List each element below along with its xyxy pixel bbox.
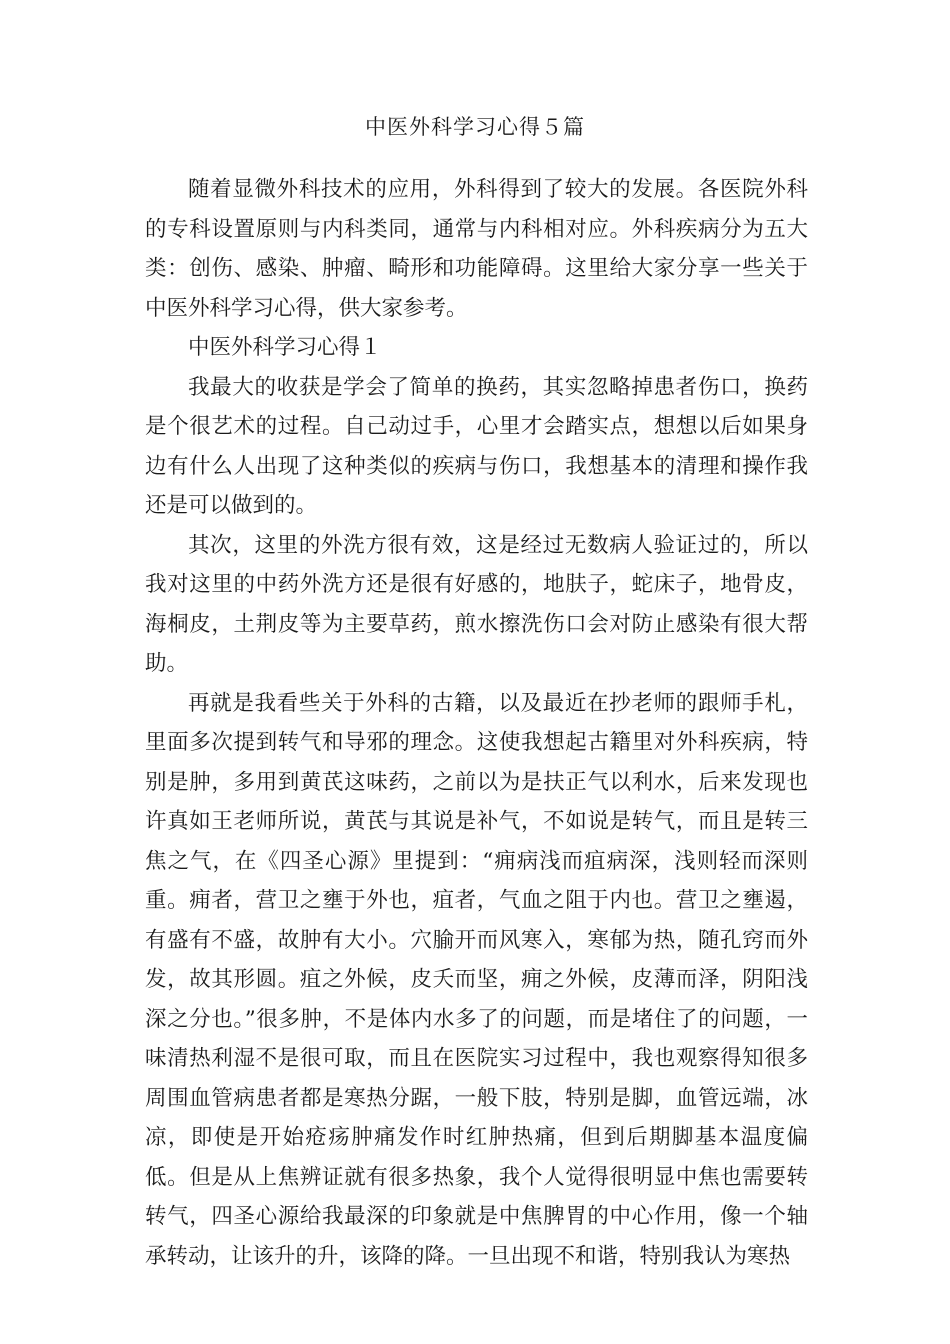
- body-paragraph: 其次，这里的外洗方很有效，这是经过无数病人验证过的，所以我对这里的中药外洗方还是很有好感的，地肤子，蛇床子，地骨皮，海桐皮，土荆皮等为主要草药，煎水擦洗伤口会对防止感染有很大帮助。: [145, 532, 808, 676]
- section-heading: 中医外科学习心得１: [188, 335, 382, 360]
- document-title: 中医外科学习心得５篇: [365, 115, 585, 139]
- document-body: [145, 170, 808, 1276]
- body-paragraph: 再就是我看些关于外科的古籍，以及最近在抄老师的跟师手札，里面多次提到转气和导邪的理念。这使我想起古籍里对外科疾病，特别是肿，多用到黄芪这味药，之前以为是扶正气以利水，后来发现也许真如王老师所说，黄芪与其说是补气，不如说是转气，而且是转三焦之气，在《四圣心源》里提到：“痈病浅而疽病深，浅则轻而深则重。痈者，营卫之壅于外也，疽者，气血之阻于内也。营卫之壅遏，有盛有不盛，故肿有大小。穴腧开而风寒入，寒郁为热，随孔窍而外发，故其形圆。疽之外候，皮夭而坚，痈之外候，皮薄而泽，阴阳浅深之分也。”很多肿，不是体内水多了的问题，而是堵住了的问题，一味清热利湿不是很可取，而且在医院实习过程中，我也观察得知很多周围血管病患者都是寒热分踞，一般下肢，特别是脚，血管远端，冰凉，即使是开始疮疡肿痛发作时红肿热痛，但到后期脚基本温度偏低。但是从上焦辨证就有很多热象，我个人觉得很明显中焦也需要转转气，四圣心源给我最深的印象就是中焦脾胃的中心作用，像一个轴承转动，让该升的升，该降的降。一旦出现不和谐，特别我认为寒热: [145, 690, 808, 1269]
- intro-paragraph: 随着显微外科技术的应用，外科得到了较大的发展。各医院外科的专科设置原则与内科类同，通常与内科相对应。外科疾病分为五大类：创伤、感染、肿瘤、畸形和功能障碍。这里给大家分享一些关于中医外科学习心得，供大家参考。: [145, 177, 808, 321]
- body-paragraph: 我最大的收获是学会了简单的换药，其实忽略掉患者伤口，换药是个很艺术的过程。自己动过手，心里才会踏实点，想想以后如果身边有什么人出现了这种类似的疾病与伤口，我想基本的清理和操作我还是可以做到的。: [145, 374, 808, 518]
